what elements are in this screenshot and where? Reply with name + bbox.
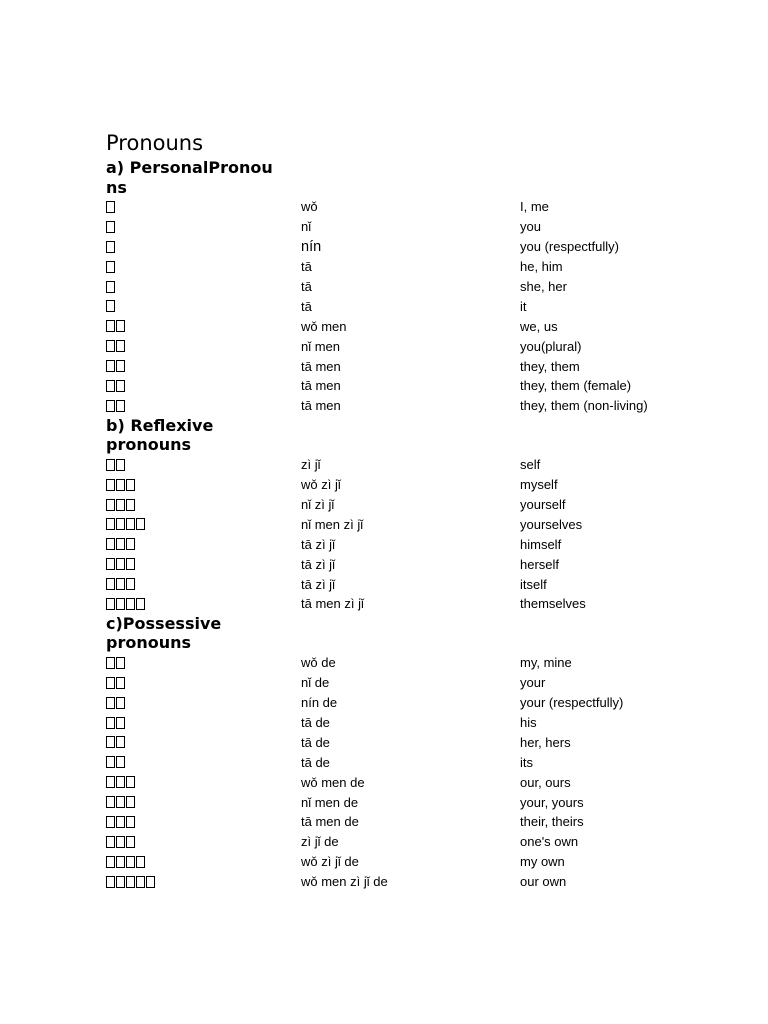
missing-glyph-box [106, 836, 115, 848]
english-meaning: self [520, 457, 541, 473]
pronoun-list [106, 128, 706, 892]
missing-glyph-box [106, 677, 115, 689]
missing-glyph-box [106, 816, 115, 828]
missing-glyph-box [126, 518, 135, 530]
vocab-row [106, 257, 706, 277]
chinese-characters [106, 853, 301, 871]
pinyin: wǒ men [301, 318, 347, 334]
chinese-characters [106, 595, 301, 613]
pinyin: nǐ de [301, 675, 330, 691]
missing-glyph-box [126, 816, 135, 828]
vocab-table [106, 197, 706, 416]
missing-glyph-box [106, 598, 115, 610]
missing-glyph-box [116, 558, 125, 570]
missing-glyph-box [116, 856, 125, 868]
chinese-characters [106, 456, 301, 474]
chinese-characters [106, 198, 301, 216]
english-meaning: you (respectfully) [520, 239, 619, 255]
vocab-row [106, 316, 706, 336]
section-heading: b) Reflexive pronouns [106, 415, 214, 455]
pinyin: tā men [301, 358, 341, 374]
pinyin: wǒ zì jǐ de [301, 854, 359, 870]
pinyin: tā [301, 298, 312, 314]
missing-glyph-box [116, 320, 125, 332]
vocab-row [106, 217, 706, 237]
english-meaning: himself [520, 536, 562, 552]
vocab-row [106, 713, 706, 733]
english-meaning: one's own [520, 834, 579, 850]
english-meaning: their, theirs [520, 814, 584, 830]
missing-glyph-box [116, 736, 125, 748]
missing-glyph-box [116, 538, 125, 550]
vocab-row [106, 772, 706, 792]
chinese-characters [106, 258, 301, 276]
english-meaning: themselves [520, 596, 586, 612]
english-meaning: we, us [520, 318, 558, 334]
chinese-characters [106, 397, 301, 415]
missing-glyph-box [106, 380, 115, 392]
english-meaning: she, her [520, 279, 567, 294]
missing-glyph-box [126, 776, 135, 788]
chinese-characters [106, 733, 301, 751]
vocab-row [106, 277, 706, 297]
missing-glyph-box [106, 518, 115, 530]
vocab-row [106, 852, 706, 872]
english-meaning: its [520, 754, 533, 770]
missing-glyph-box [116, 717, 125, 729]
missing-glyph-box [106, 856, 115, 868]
pinyin: zì jǐ de [301, 834, 339, 850]
english-meaning: they, them (female) [520, 378, 632, 394]
missing-glyph-box [106, 876, 115, 888]
vocab-row [106, 495, 706, 515]
pinyin: tā men [301, 398, 341, 414]
missing-glyph-box [106, 241, 115, 253]
vocab-row [106, 396, 706, 416]
english-meaning: her, hers [520, 734, 571, 750]
chinese-characters [106, 873, 301, 891]
pinyin: nǐ men zì jǐ [301, 516, 364, 532]
pinyin: tā de [301, 734, 330, 750]
pinyin: nǐ zì jǐ [301, 497, 335, 513]
chinese-characters [106, 278, 301, 296]
vocab-row [106, 872, 706, 892]
pinyin: wǒ men de [301, 774, 365, 790]
missing-glyph-box [106, 717, 115, 729]
chinese-characters [106, 238, 301, 256]
missing-glyph-box [126, 876, 135, 888]
english-meaning: your, yours [520, 794, 584, 810]
missing-glyph-box [106, 320, 115, 332]
missing-glyph-box [106, 201, 115, 213]
chinese-characters [106, 674, 301, 692]
missing-glyph-box [106, 281, 115, 293]
vocab-table [106, 653, 706, 892]
chinese-characters [106, 496, 301, 514]
missing-glyph-box [106, 796, 115, 808]
missing-glyph-box [126, 578, 135, 590]
chinese-characters [106, 317, 301, 335]
chinese-characters [106, 377, 301, 395]
missing-glyph-box [126, 558, 135, 570]
pinyin: tā [301, 259, 312, 275]
pinyin: nǐ men de [301, 794, 359, 810]
missing-glyph-box [116, 756, 125, 768]
vocab-row [106, 356, 706, 376]
pinyin: wǒ zì jǐ [301, 477, 341, 493]
chinese-characters [106, 833, 301, 851]
english-meaning: yourselves [520, 516, 583, 532]
vocab-row [106, 693, 706, 713]
vocab-row [106, 475, 706, 495]
missing-glyph-box [116, 479, 125, 491]
vocab-row [106, 534, 706, 554]
missing-glyph-box [136, 598, 145, 610]
pinyin: tā men de [301, 814, 359, 830]
chinese-characters [106, 515, 301, 533]
missing-glyph-box [116, 697, 125, 709]
vocab-row [106, 376, 706, 396]
english-meaning: you [520, 219, 541, 235]
vocab-row [106, 812, 706, 832]
vocab-row [106, 296, 706, 316]
vocab-row [106, 653, 706, 673]
chinese-characters [106, 575, 301, 593]
pinyin: tā zì jǐ [301, 556, 335, 572]
vocab-row [106, 197, 706, 217]
missing-glyph-box [116, 876, 125, 888]
chinese-characters [106, 654, 301, 672]
missing-glyph-box [116, 578, 125, 590]
missing-glyph-box [106, 499, 115, 511]
english-meaning: I, me [520, 199, 549, 215]
pinyin: wǒ men zì jǐ de [301, 874, 388, 890]
chinese-characters [106, 476, 301, 494]
section-heading: c)Possessive pronouns [106, 613, 222, 653]
chinese-characters [106, 357, 301, 375]
chinese-characters [106, 555, 301, 573]
pinyin: tā de [301, 754, 330, 770]
chinese-characters [106, 694, 301, 712]
missing-glyph-box [116, 677, 125, 689]
vocab-row [106, 554, 706, 574]
english-meaning: my own [520, 854, 565, 870]
missing-glyph-box [106, 558, 115, 570]
section-reflexive-pronouns [106, 416, 706, 614]
vocab-row [106, 792, 706, 812]
pinyin: tā men zì jǐ [301, 596, 364, 612]
missing-glyph-box [126, 856, 135, 868]
vocab-row [106, 237, 706, 257]
chinese-characters [106, 218, 301, 236]
missing-glyph-box [116, 657, 125, 669]
english-meaning: he, him [520, 259, 563, 275]
pinyin: tā [301, 279, 312, 294]
missing-glyph-box [116, 598, 125, 610]
vocab-row [106, 673, 706, 693]
pinyin: tā de [301, 715, 330, 731]
vocab-row [106, 732, 706, 752]
english-meaning: my, mine [520, 655, 572, 671]
section-personal-pronouns [106, 158, 706, 416]
vocab-row [106, 752, 706, 772]
missing-glyph-box [136, 876, 145, 888]
english-meaning: they, them (non-living) [520, 398, 648, 414]
chinese-characters [106, 337, 301, 355]
english-meaning: your [520, 675, 546, 691]
missing-glyph-box [116, 360, 125, 372]
section-heading: a) PersonalPronouns [106, 158, 273, 197]
missing-glyph-box [116, 816, 125, 828]
missing-glyph-box [106, 340, 115, 352]
missing-glyph-box [116, 400, 125, 412]
english-meaning: myself [520, 477, 558, 493]
missing-glyph-box [116, 499, 125, 511]
missing-glyph-box [136, 856, 145, 868]
vocab-row [106, 336, 706, 356]
vocab-row [106, 514, 706, 534]
section-possessive-pronouns [106, 614, 706, 892]
english-meaning: our, ours [520, 774, 571, 790]
missing-glyph-box [106, 697, 115, 709]
missing-glyph-box [106, 221, 115, 233]
missing-glyph-box [106, 657, 115, 669]
pinyin: nín [301, 238, 322, 255]
vocab-table [106, 455, 706, 614]
missing-glyph-box [116, 459, 125, 471]
pinyin: zì jǐ [301, 457, 321, 473]
english-meaning: his [520, 715, 537, 731]
missing-glyph-box [126, 836, 135, 848]
english-meaning: herself [520, 556, 560, 572]
vocab-row [106, 594, 706, 614]
vocab-row [106, 832, 706, 852]
missing-glyph-box [106, 756, 115, 768]
pinyin: wǒ [301, 199, 318, 215]
pinyin: nín de [301, 695, 338, 711]
missing-glyph-box [116, 340, 125, 352]
missing-glyph-box [116, 380, 125, 392]
chinese-characters [106, 714, 301, 732]
missing-glyph-box [116, 796, 125, 808]
missing-glyph-box [106, 360, 115, 372]
english-meaning: you(plural) [520, 338, 582, 354]
chinese-characters [106, 753, 301, 771]
english-meaning: our own [520, 874, 567, 890]
missing-glyph-box [106, 400, 115, 412]
page-title: Pronouns [106, 131, 204, 155]
missing-glyph-box [106, 459, 115, 471]
missing-glyph-box [126, 499, 135, 511]
missing-glyph-box [106, 261, 115, 273]
missing-glyph-box [116, 836, 125, 848]
missing-glyph-box [136, 518, 145, 530]
missing-glyph-box [106, 736, 115, 748]
english-meaning: your (respectfully) [520, 695, 624, 711]
missing-glyph-box [116, 776, 125, 788]
missing-glyph-box [106, 578, 115, 590]
chinese-characters [106, 297, 301, 315]
english-meaning: they, them [520, 358, 580, 374]
english-meaning: itself [520, 576, 547, 592]
missing-glyph-box [146, 876, 155, 888]
missing-glyph-box [106, 479, 115, 491]
missing-glyph-box [126, 796, 135, 808]
chinese-characters [106, 535, 301, 553]
missing-glyph-box [106, 776, 115, 788]
pinyin: tā zì jǐ [301, 536, 335, 552]
missing-glyph-box [126, 538, 135, 550]
missing-glyph-box [116, 518, 125, 530]
missing-glyph-box [126, 479, 135, 491]
pinyin: tā men [301, 378, 341, 394]
english-meaning: it [520, 298, 527, 314]
english-meaning: yourself [520, 497, 566, 513]
pinyin: wǒ de [301, 655, 336, 671]
missing-glyph-box [106, 300, 115, 312]
vocab-row [106, 455, 706, 475]
pinyin: tā zì jǐ [301, 576, 335, 592]
pinyin: nǐ men [301, 338, 341, 354]
missing-glyph-box [126, 598, 135, 610]
missing-glyph-box [106, 538, 115, 550]
vocab-row [106, 574, 706, 594]
pinyin: nǐ [301, 219, 312, 235]
chinese-characters [106, 813, 301, 831]
chinese-characters [106, 773, 301, 791]
chinese-characters [106, 793, 301, 811]
